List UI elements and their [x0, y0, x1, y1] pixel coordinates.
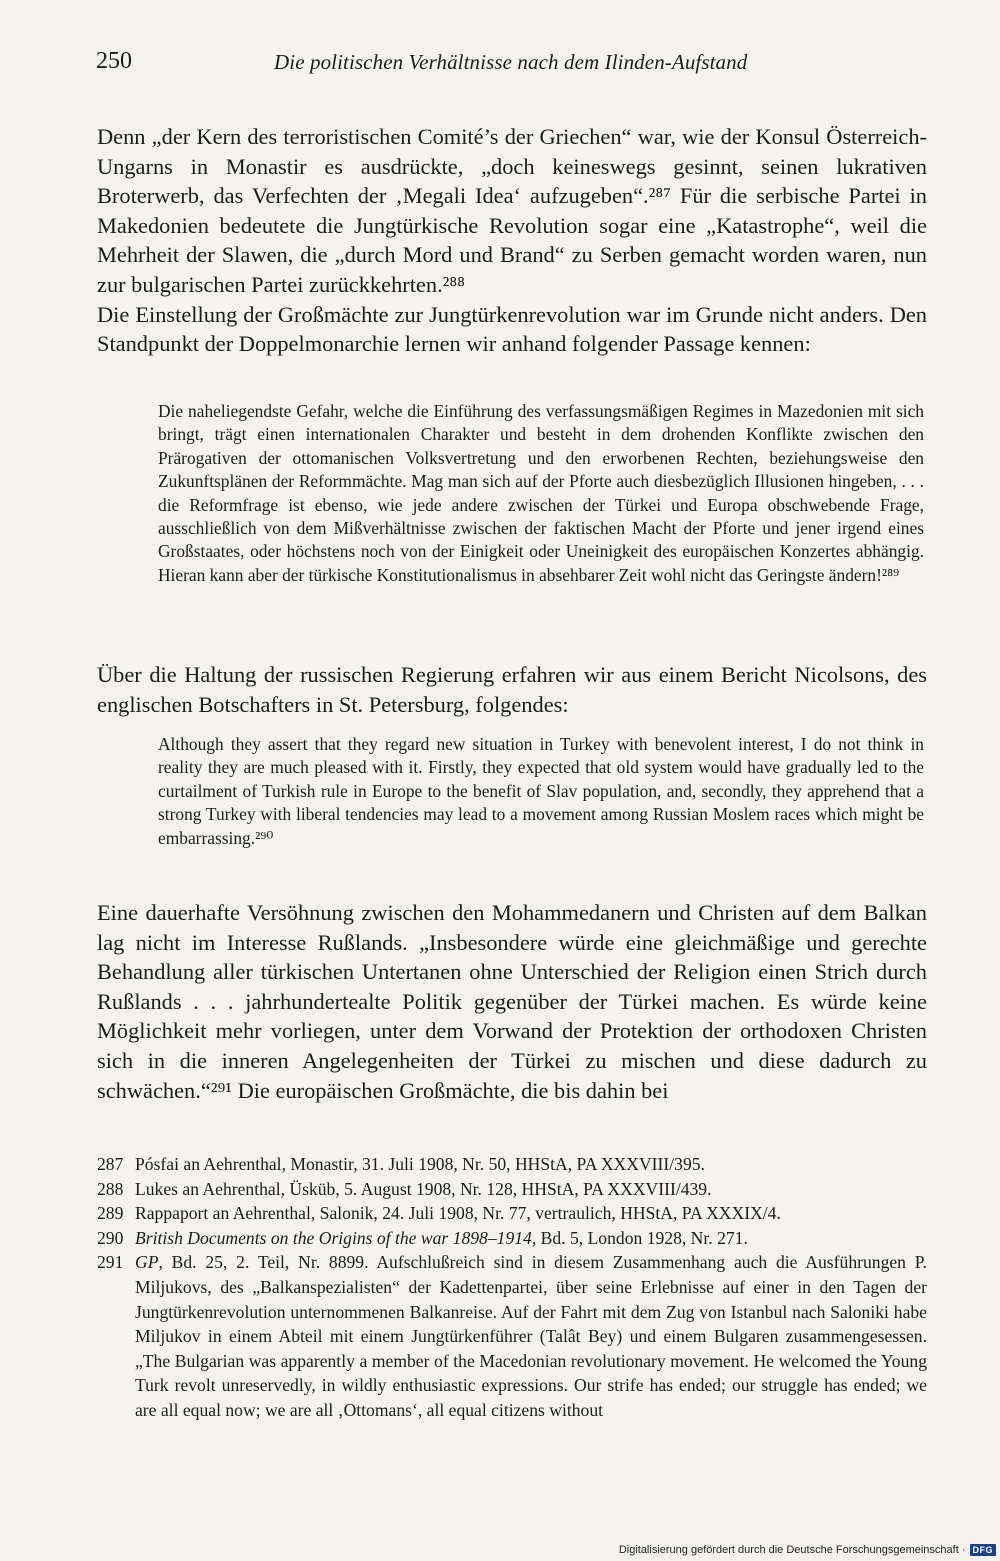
page-header [96, 48, 926, 80]
footnote [97, 1177, 927, 1202]
credit-text: Digitalisierung gefördert durch die Deutsche Forschungsgemeinschaft · [618, 1544, 966, 1556]
footnotes [97, 1152, 927, 1423]
block-quote-2 [158, 733, 924, 850]
footnote-title: British Documents on the Origins of the war 1898–1914 [135, 1227, 532, 1248]
footnote-number: 288 [97, 1178, 124, 1199]
dfg-logo: DFG [970, 1544, 997, 1556]
footnote-rest: , Bd. 5, London 1928, Nr. 271. [531, 1227, 748, 1248]
footnote-number: 291 [97, 1252, 124, 1273]
paragraph-3: Über die Haltung der russischen Regierung erfahren wir aus einem Bericht Nicolsons, des englischen Botschafters in St. Petersburg, folgendes: [97, 662, 927, 717]
paragraph-2: Die Einstellung der Großmächte zur Jungtürkenrevolution war im Grunde nicht anders. Den Standpunkt der Doppelmonarchie lernen wir anhand folgender Passage kennen: [97, 301, 927, 357]
footnote-rest: , Bd. 25, 2. Teil, Nr. 8899. Aufschlußreich sind in diesem Zusammenhang auch die Ausführungen P. Miljukovs, des „Balkanspezialisten“ der Kadettenpartei, über seine Erlebnisse auf einer in den Tagen der Jungtürkenrevolution unternommenen Balkanreise. Auf der Fahrt mit dem Zug von Istanbul nach Saloniki habe Miljukov in einem Abteil mit einem Jungtürkenführer (Talât Bey) und einem Bulgaren zusammengesessen. „The Bulgarian was apparently a member of the Macedonian revolutionary movement. He welcomed the Young Turk revolt unreservedly, in wildly enthusiastic expressions. Our strife has ended; our struggle has ended; we are all equal now; we are all ‚Ottomans‘, all equal citizens without [135, 1252, 927, 1420]
footnote-text [135, 1226, 927, 1251]
footnote [97, 1201, 927, 1226]
footnote-number: 289 [97, 1203, 124, 1224]
footnote [97, 1226, 927, 1251]
quote-1-text: Die naheliegendste Gefahr, welche die Einführung des verfassungsmäßigen Regimes in Mazedonien mit sich bringt, trägt einen internationalen Charakter und besteht in dem drohenden Konflikte zwischen den Prärogativen der ottomanischen Volksvertretung und den erworbenen Rechten, beziehungsweise den Zukunftsplänen der Reformmächte. Mag man sich auf der Pforte auch diesbezüglich Illusionen hingeben, . . . die Reformfrage ist ebenso, wie jede andere zwischen der Türkei und Europa obschwebende Frage, ausschließlich von dem Mißverhältnisse zwischen der faktischen Macht der Pforte und jener irgend eines Großstaates, oder höchstens noch von der Einigkeit oder Uneinigkeit des europäischen Konzertes abhängig. Hieran kann aber der türkische Konstitutionalismus in absehbarer Zeit wohl nicht das Geringste ändern!²⁸⁹ [158, 401, 924, 585]
footnote-title: GP [135, 1252, 159, 1273]
body-section-1 [97, 122, 927, 359]
block-quote-1 [158, 400, 924, 587]
paragraph-1: Denn „der Kern des terroristischen Comité’s der Griechen“ war, wie der Konsul Österreich-Ungarns in Monastir es ausdrückte, „doch keineswegs gesinnt, seinen lukrativen Broterwerb, das Verfechten der ‚Megali Idea‘ aufzugeben“.²⁸⁷ Für die serbische Partei in Makedonien bedeutete die Jungtürkische Revolution sogar eine „Katastrophe“, weil die Mehrheit der Slawen, die „durch Mord und Brand“ zu Serben gemacht worden waren, nun zur bulgarischen Partei zurückkehrten.²⁸⁸ [97, 124, 927, 297]
footnote [97, 1152, 927, 1177]
body-section-3 [97, 898, 927, 1105]
footnote-number: 290 [97, 1227, 124, 1248]
footnote [97, 1250, 927, 1422]
paragraph-4: Eine dauerhafte Versöhnung zwischen den Mohammedanern und Christen auf dem Balkan lag nicht im Interesse Rußlands. „Insbesondere würde eine gleichmäßige und gerechte Behandlung aller türkischen Untertanen ohne Unterschied der Religion einen Strich durch Rußlands . . . jahrhundertealte Politik gegenüber der Türkei machen. Es würde keine Möglichkeit mehr vorliegen, unter dem Vorwand der Protektion der orthodoxen Christen sich in die inneren Angelegenheiten der Türkei zu mischen und diese dadurch zu schwächen.“²⁹¹ Die europäischen Großmächte, die bis dahin bei [97, 900, 927, 1103]
footnote-number: 287 [97, 1154, 124, 1174]
footnote-text: Lukes an Aehrenthal, Üsküb, 5. August 1908, Nr. 128, HHStA, PA XXXVIII/439. [135, 1178, 712, 1199]
running-title: Die politischen Verhältnisse nach dem Ilinden-Aufstand [274, 50, 748, 74]
digitization-credit [600, 1539, 1000, 1561]
quote-2-text: Although they assert that they regard new situation in Turkey with benevolent interest, I do not think in reality they are much pleased with it. Firstly, they expected that old system would have gradually led to the curtailment of Turkish rule in Europe to the benefit of Slav population, and, secondly, they apprehend that a strong Turkey with liberal tendencies may lead to a movement among Russian Moslem races which might be embarrassing.²⁹⁰ [158, 734, 924, 848]
footnote-text: Rappaport an Aehrenthal, Salonik, 24. Juli 1908, Nr. 77, vertraulich, HHStA, PA XXXIX/4. [135, 1203, 781, 1224]
page-number: 250 [96, 48, 132, 74]
footnote-text: Pósfai an Aehrenthal, Monastir, 31. Juli 1908, Nr. 50, HHStA, PA XXXVIII/395. [135, 1154, 705, 1174]
footnote-text [135, 1250, 927, 1422]
body-section-2 [97, 660, 927, 719]
